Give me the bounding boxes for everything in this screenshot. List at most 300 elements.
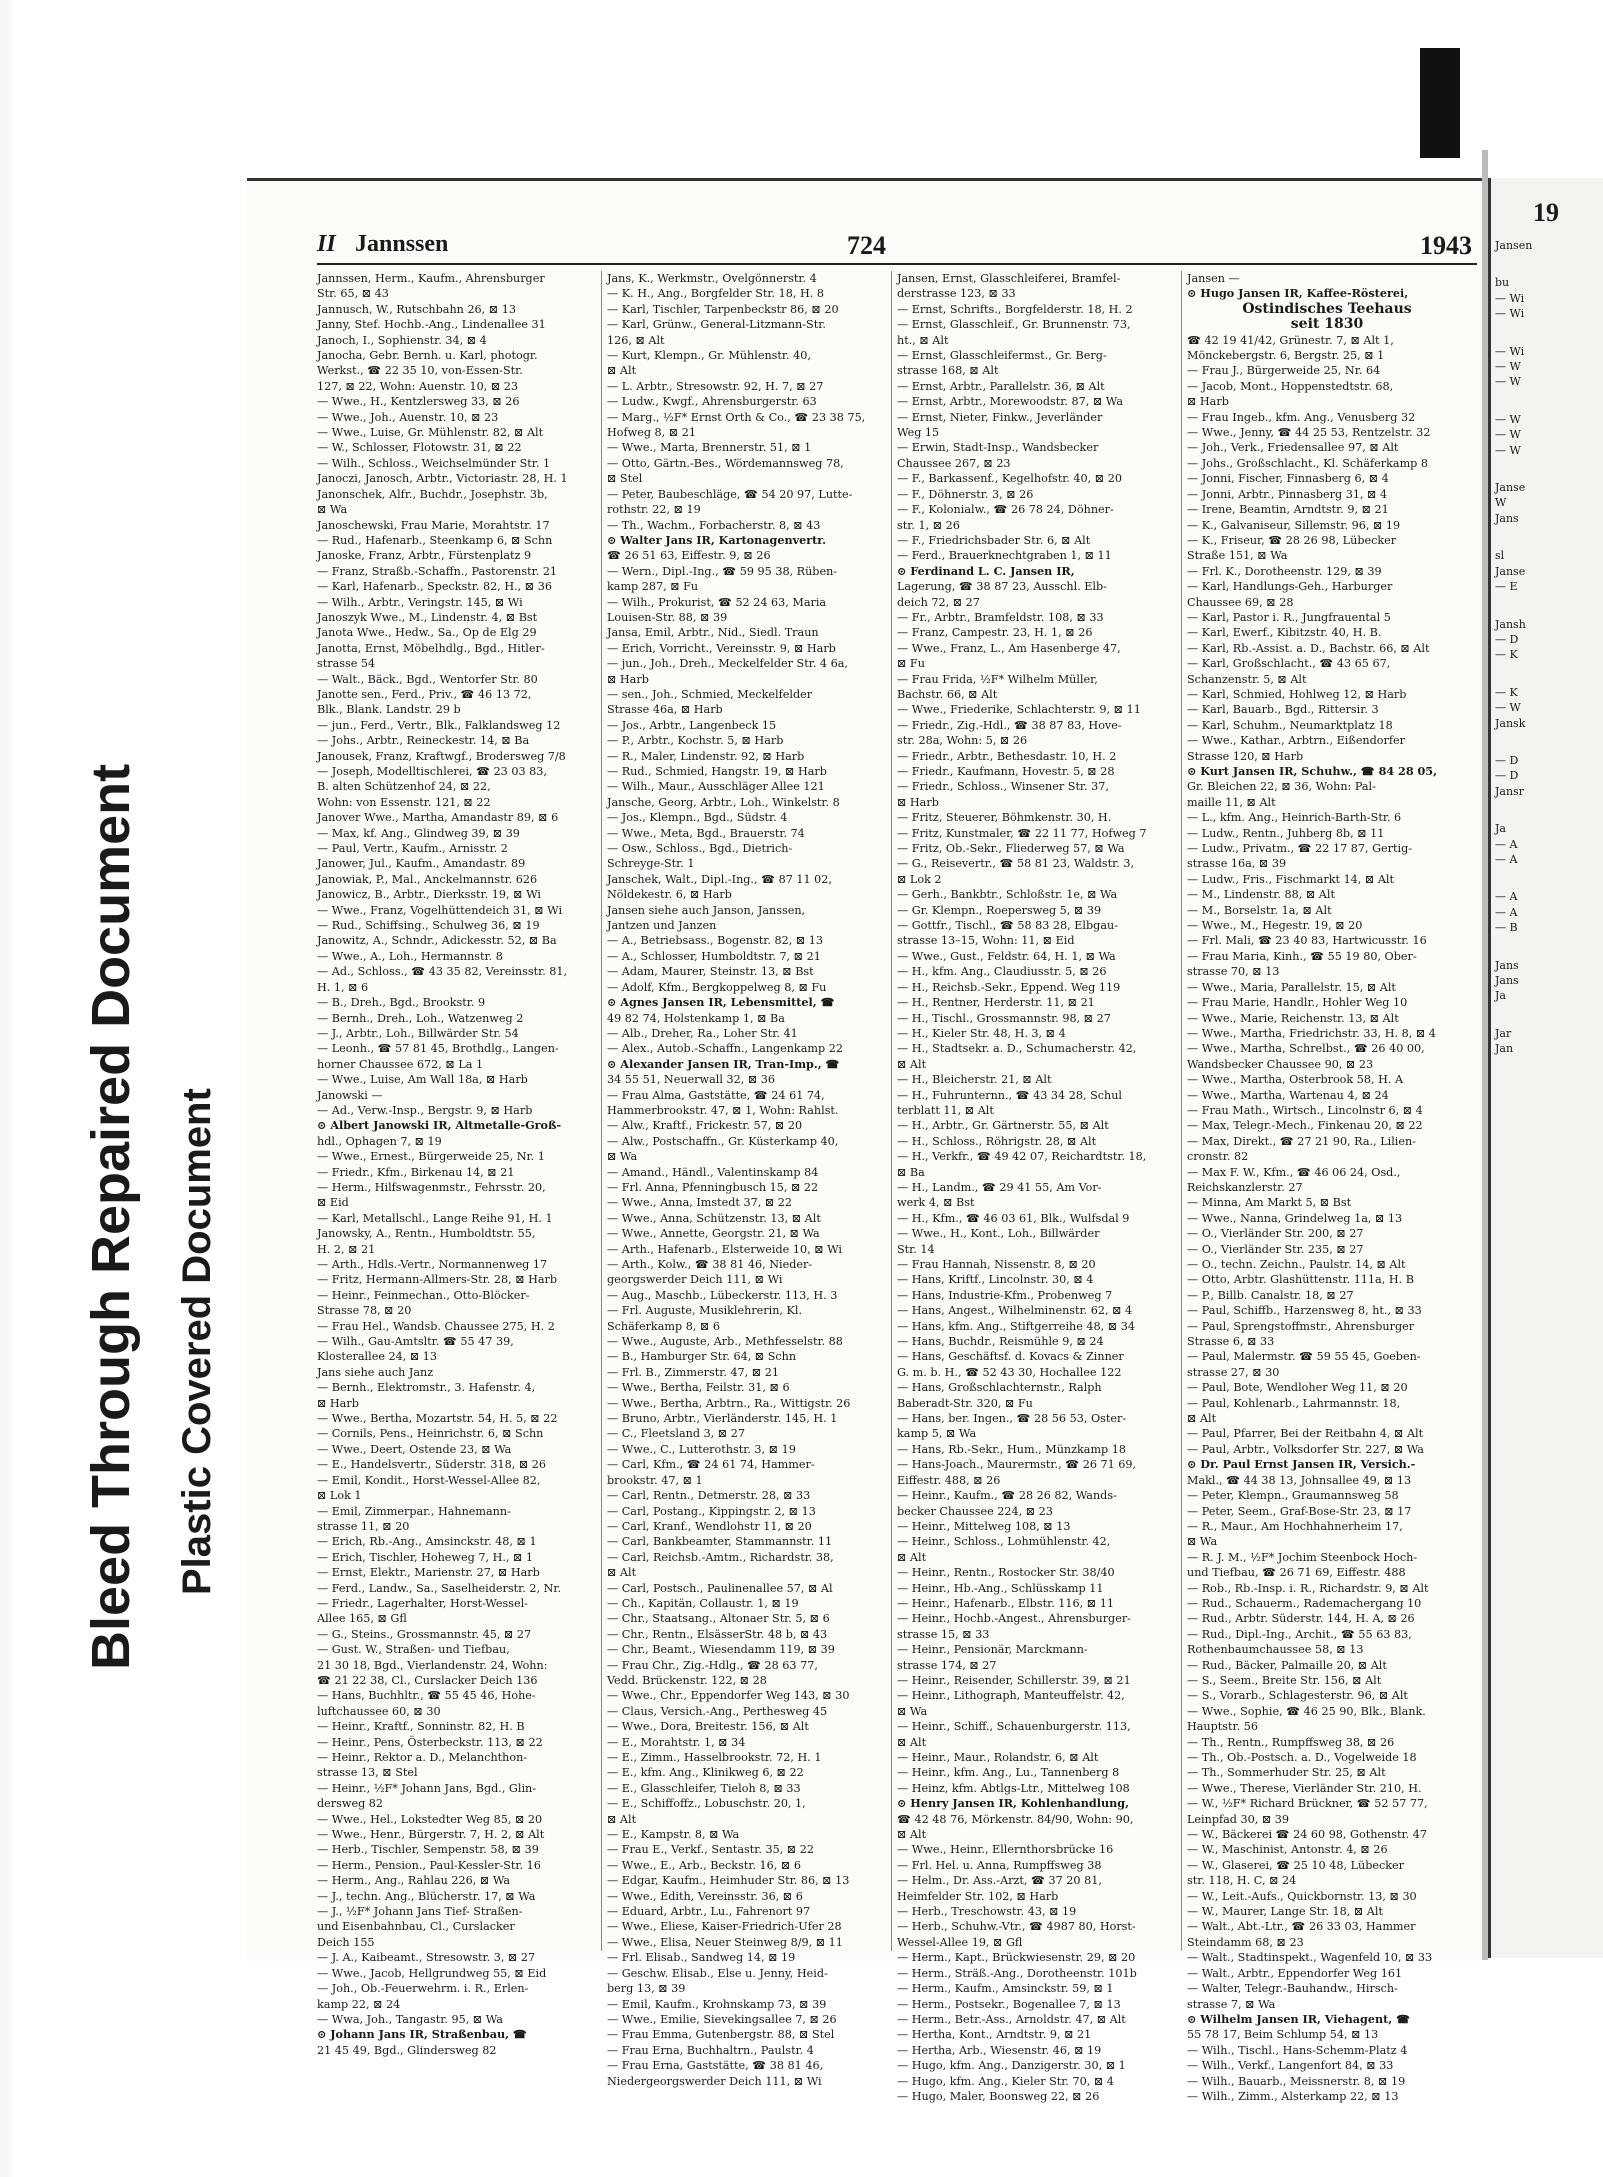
directory-entry: — Joh., Ob.-Feuerwehrm. i. R., Erlen- [317,1982,529,1996]
directory-entry: — L. Arbtr., Stresowstr. 92, H. 7, ⊠ 27 [607,379,824,393]
directory-entry: — Bruno, Arbtr., Vierländerstr. 145, H. 1 [607,1412,838,1426]
directory-entry: — Arth., Kolw., ☎ 38 81 46, Nieder- [607,1258,813,1271]
directory-entry: luftchaussee 60, ⊠ 30 [317,1704,441,1718]
adjacent-line: — A [1495,852,1518,866]
directory-entry: Niedergeorgswerder Deich 111, ⊠ Wi [607,2074,822,2088]
directory-entry: — R., Maler, Lindenstr. 92, ⊠ Harb [607,749,805,763]
directory-entry: ⊠ Harb [607,672,649,686]
directory-entry: — Jacob, Mont., Hoppenstedtstr. 68, [1187,379,1394,393]
directory-entry: — Herm., Sträß.-Ang., Dorotheenstr. 101b [897,1966,1137,1980]
adjacent-line: — B [1495,921,1518,935]
directory-entry: — O., techn. Zeichn., Paulstr. 14, ⊠ Alt [1187,1258,1406,1271]
adjacent-line: — Wi [1495,291,1525,305]
directory-entry: ⊙ Alexander Jansen IR, Tran-Imp., ☎ [607,1056,840,1071]
directory-entry: ⊠ Harb [1187,395,1229,409]
directory-entry: ⊙ Johann Jans IR, Straßenbau, ☎ [317,2027,527,2042]
directory-entry: — E., Schiffoffz., Lobuschstr. 20, 1, [607,1797,806,1811]
directory-entry: Allee 165, ⊠ Gfl [317,1612,407,1626]
directory-entry: — H., Kfm., ☎ 46 03 61, Blk., Wulfsdal 9 [897,1211,1130,1225]
directory-entry: — Frau Erna, Buchhaltrn., Paulstr. 4 [607,2043,814,2057]
directory-entry: ⊙ Ferdinand L. C. Jansen IR, [897,563,1075,578]
directory-entry: — Rud., Arbtr. Süderstr. 144, H. A, ⊠ 26 [1187,1612,1415,1626]
directory-entry: — Wwe., Joh., Auenstr. 10, ⊠ 23 [317,410,499,424]
directory-entry: — Wwe., Franz, L., Am Hasenberge 47, [897,641,1121,655]
directory-entry: — Frau J., Bürgerweide 25, Nr. 64 [1187,364,1381,378]
directory-entry: — Frl. Mali, ☎ 23 40 83, Hartwicusstr. 16 [1187,934,1427,948]
directory-entry: — Hans, Buchdr., Reismühle 9, ⊠ 24 [897,1335,1104,1349]
directory-entry: — Ernst, Glasschleif., Gr. Brunnenstr. 73, [897,318,1131,332]
directory-entry: Heimfelder Str. 102, ⊠ Harb [897,1889,1059,1903]
directory-entry: 55 78 17, Beim Schlump 54, ⊠ 13 [1187,2028,1379,2042]
directory-entry: — Wwe., Kathar., Arbtrn., Eißendorfer [1187,734,1405,748]
directory-entry: ⊙ Kurt Jansen IR, Schuhw., ☎ 84 28 05, [1187,764,1437,778]
adjacent-line: Jansk [1495,716,1526,730]
directory-entry: — Carl, Rentn., Detmerstr. 28, ⊠ 33 [607,1489,811,1503]
directory-entry: — Paul, Sprengstoffmstr., Ahrensburger [1187,1319,1415,1333]
directory-entry: — Ludw., Rentn., Juhberg 8b, ⊠ 11 [1187,826,1385,840]
directory-entry: — Karl, Grünw., General-Litzmann-Str. [607,318,826,332]
directory-entry: — H., Bleicherstr. 21, ⊠ Alt [897,1073,1052,1087]
directory-entry: — Fritz, Steuerer, Böhmkenstr. 30, H. [897,811,1112,825]
adjacent-line: — D [1495,769,1519,783]
directory-entry: — Rob., Rb.-Insp. i. R., Richardstr. 9, ⊠ Alt [1187,1581,1429,1595]
directory-entry: — Rud., Schiffsing., Schulweg 36, ⊠ 19 [317,919,540,933]
directory-entry: — Wwe., Bertha, Feilstr. 31, ⊠ 6 [607,1381,790,1395]
adjacent-line: Jansh [1495,617,1526,631]
directory-entry: — S., Seem., Breite Str. 156, ⊠ Alt [1187,1673,1382,1687]
directory-entry: — Heinr., Hb.-Ang., Schlüsskamp 11 [897,1581,1104,1595]
directory-entry: — C., Fleetsland 3, ⊠ 27 [607,1427,745,1441]
directory-entry: Janotta, Ernst, Möbelhdlg., Bgd., Hitler- [317,641,545,655]
directory-entry: — Heinr., Rektor a. D., Melanchthon- [317,1751,528,1764]
directory-entry: — Hans, Großschlachternstr., Ralph [897,1381,1102,1395]
directory-entry: — Frl. K., Dorotheenstr. 129, ⊠ 39 [1187,564,1382,578]
directory-entry: kamp 22, ⊠ 24 [317,1997,401,2011]
directory-entry: Janocha, Gebr. Bernh. u. Karl, photogr. [317,349,538,363]
directory-entry: ⊠ Wa [317,503,348,517]
directory-entry: — Wilh., Verkf., Langenfort 84, ⊠ 33 [1187,2059,1394,2073]
directory-entry: — Hertha, Kont., Arndtstr. 9, ⊠ 21 [897,2028,1092,2042]
directory-entry: — Carl, Kranf., Wendlohstr 11, ⊠ 20 [607,1519,812,1533]
directory-entry: — Johs., Arbtr., Reineckestr. 14, ⊠ Ba [317,734,530,748]
directory-entry: Reichskanzlerstr. 27 [1187,1180,1303,1194]
directory-entry: — jun., Ferd., Vertr., Blk., Falklandsweg 12 [317,718,561,732]
directory-entry: becker Chaussee 224, ⊠ 23 [897,1504,1053,1518]
directory-entry: — Wwe., Gust., Feldstr. 64, H. 1, ⊠ Wa [897,949,1116,963]
directory-entry: — Heinr., Reisender, Schillerstr. 39, ⊠ 21 [897,1673,1131,1687]
directory-entry: — Jos., Klempn., Bgd., Südstr. 4 [607,811,788,825]
directory-entry: — Rud., Schmied, Hangstr. 19, ⊠ Harb [607,765,827,778]
directory-entry: — Wwe., H., Kentzlersweg 33, ⊠ 26 [317,395,520,409]
directory-entry: — Carl, Bankbeamter, Stammannstr. 11 [607,1535,833,1549]
adjacent-line: — K [1495,685,1518,699]
adjacent-year: 19 [1533,198,1559,227]
column-4 [1187,271,1467,2103]
directory-entry: — G., Reisevertr., ☎ 58 81 23, Waldstr. 3, [897,857,1135,871]
directory-entry: — Wwe., Marie, Reichenstr. 13, ⊠ Alt [1187,1011,1399,1025]
directory-entry: — Geschw. Elisab., Else u. Jenny, Heid- [607,1966,828,1980]
directory-entry: — Wwe., Eliese, Kaiser-Friedrich-Ufer 28 [607,1920,842,1934]
directory-entry: — Friedr., Kfm., Birkenau 14, ⊠ 21 [317,1165,515,1179]
directory-entry: — F., Kolonialw., ☎ 26 78 24, Döhner- [897,503,1114,517]
directory-entry: — Minna, Am Markt 5, ⊠ Bst [1187,1196,1352,1210]
directory-entry: — Karl, Tischler, Tarpenbeckstr 86, ⊠ 20 [607,302,839,316]
directory-entry: str. 118, H. C, ⊠ 24 [1187,1874,1297,1888]
directory-entry: Chaussee 267, ⊠ 23 [897,456,1011,470]
directory-entry: — sen., Joh., Schmied, Meckelfelder [607,687,813,701]
directory-entry: — Erich, Rb.-Ang., Amsinckstr. 48, ⊠ 1 [317,1535,537,1549]
directory-entry: — Heinr., Hafenarb., Elbstr. 116, ⊠ 11 [897,1596,1114,1610]
directory-entry: Jansa, Emil, Arbtr., Nid., Siedl. Traun [607,626,819,640]
directory-entry: — Erich, Tischler, Hoheweg 7, H., ⊠ 1 [317,1550,534,1564]
scan-edge [0,0,12,2177]
directory-entry: — Aug., Maschb., Lübeckerstr. 113, H. 3 [607,1288,838,1302]
directory-entry: — J., ½F* Johann Jans Tief- Straßen- [317,1905,523,1919]
directory-entry: strasse 168, ⊠ Alt [897,364,999,378]
directory-entry: — Herm., Kapt., Brückwiesenstr. 29, ⊠ 20 [897,1951,1136,1965]
directory-entry: seit 1830 [1290,316,1364,333]
directory-entry: ⊙ Albert Janowski IR, Altmetalle-Groß- [317,1118,562,1133]
directory-entry: Makl., ☎ 44 38 13, Johnsallee 49, ⊠ 13 [1187,1473,1412,1487]
directory-entry: — Wwe., Jenny, ☎ 44 25 53, Rentzelstr. 32 [1187,426,1431,440]
directory-entry: — Wwe., Heinr., Ellernthorsbrücke 16 [897,1843,1114,1857]
directory-entry: ☎ 42 48 76, Mörkenstr. 84/90, Wohn: 90, [897,1812,1134,1826]
directory-entry: — W., Bäckerei ☎ 24 60 98, Gothenstr. 47 [1187,1828,1427,1842]
year: 1943 [1420,231,1472,260]
directory-entry: Jansen, Ernst, Glasschleiferei, Bramfel- [897,272,1121,285]
directory-entry: strasse 13, ⊠ Stel [317,1766,418,1780]
directory-entry: — Friedr., Kaufmann, Hovestr. 5, ⊠ 28 [897,765,1115,778]
directory-entry: — Frl. Anna, Pfenningbusch 15, ⊠ 22 [607,1180,819,1194]
directory-entry: dersweg 82 [317,1797,384,1811]
directory-entry: — Heinr., Lithograph, Manteuffelstr. 42, [897,1689,1125,1703]
stamp-line-1: Bleed Through Repaired Document [81,763,141,1670]
directory-entry: — Karl, Rb.-Assist. a. D., Bachstr. 66, ⊠ Alt [1187,641,1430,655]
directory-entry: — Frl. B., Zimmerstr. 47, ⊠ 21 [607,1365,779,1379]
directory-entry: ⊠ Lok 1 [317,1489,362,1503]
directory-entry: — Wwe., Henr., Bürgerstr. 7, H. 2, ⊠ Alt [317,1828,545,1842]
directory-entry: — Wwe., Annette, Georgstr. 21, ⊠ Wa [607,1227,820,1241]
directory-entry: — Erwin, Stadt-Insp., Wandsbecker [897,441,1099,455]
adjacent-line: Jansen [1495,239,1533,252]
directory-entry: — Hans, Angest., Wilhelminenstr. 62, ⊠ 4 [897,1304,1133,1318]
directory-entry: — Frl. Auguste, Musiklehrerin, Kl. [607,1304,803,1318]
directory-entry: ⊠ Alt [607,1812,637,1826]
directory-entry: — Wwe., Luise, Gr. Mühlenstr. 82, ⊠ Alt [317,426,544,440]
directory-entry: — J., Arbtr., Loh., Billwärder Str. 54 [317,1026,519,1040]
directory-entry: — Walt., Arbtr., Eppendorfer Weg 161 [1187,1966,1403,1980]
adjacent-line: Ja [1495,822,1506,836]
directory-entry: kamp 287, ⊠ Fu [607,580,699,594]
adjacent-line: — A [1495,837,1518,851]
directory-entry: — Wwe., Emilie, Sievekingsallee 7, ⊠ 26 [607,2012,837,2026]
adjacent-line: Jan [1495,1042,1514,1056]
directory-entry: 49 82 74, Holstenkamp 1, ⊠ Ba [607,1011,785,1025]
directory-entry: — Otto, Gärtn.-Bes., Wördemannsweg 78, [607,456,844,470]
directory-entry: ⊠ Eid [317,1196,349,1210]
directory-entry: Jansen — [1187,272,1240,285]
adjacent-line: Jans [1495,974,1519,987]
directory-entry: — Friedr., Zig.-Hdl., ☎ 38 87 83, Hove- [897,718,1122,732]
directory-entry: — Herb., Treschowstr. 43, ⊠ 19 [897,1905,1077,1919]
directory-entry: — Wwe., Martha, Osterbrook 58, H. A [1187,1073,1404,1087]
directory-entry: — Arth., Hdls.-Vertr., Normannenweg 17 [317,1258,548,1271]
directory-entry: — Wilh., Maur., Ausschläger Allee 121 [607,780,825,794]
directory-entry: strasse 174, ⊠ 27 [897,1658,997,1672]
column-1 [317,271,597,2057]
directory-entry: Janoschewski, Frau Marie, Morahtstr. 17 [317,518,550,532]
adjacent-line: — E [1495,580,1518,594]
directory-entry: — Alex., Autob.-Schaffn., Langenkamp 22 [607,1042,843,1056]
directory-entry: — Rud., Dipl.-Ing., Archit., ☎ 55 63 83, [1187,1627,1412,1641]
directory-entry: — Ernst, Arbtr., Parallelstr. 36, ⊠ Alt [897,379,1105,393]
adjacent-line: Janse [1495,481,1526,495]
directory-entry: — Gust. W., Straßen- und Tiefbau, [317,1643,510,1657]
directory-entry: — H., Tischl., Grossmannstr. 98, ⊠ 27 [897,1011,1111,1025]
directory-entry: Janschek, Walt., Dipl.-Ing., ☎ 87 11 02, [607,872,832,886]
directory-entry: und Tiefbau, ☎ 26 71 69, Eiffestr. 488 [1187,1566,1406,1580]
column-rule [1181,271,1182,1951]
directory-entry: — Eduard, Arbtr., Lu., Fahrenort 97 [607,1905,811,1919]
adjacent-line: — W [1495,412,1521,426]
directory-entry: — B., Dreh., Bgd., Brookstr. 9 [317,996,486,1010]
directory-entry: ⊠ Wa [897,1704,928,1718]
directory-entry: — Wwe., E., Arb., Beckstr. 16, ⊠ 6 [607,1858,801,1872]
directory-entry: — H., Kieler Str. 48, H. 3, ⊠ 4 [897,1026,1066,1040]
directory-entry: — P., Arbtr., Kochstr. 5, ⊠ Harb [607,734,784,748]
directory-entry: Janny, Stef. Hochb.-Ang., Lindenallee 31 [317,318,546,332]
directory-entry: — M., Borselstr. 1a, ⊠ Alt [1187,903,1332,917]
directory-entry: — W., Glaserei, ☎ 25 10 48, Lübecker [1187,1858,1405,1872]
directory-entry: — Th., Sommerhuder Str. 25, ⊠ Alt [1187,1766,1386,1780]
directory-entry: — Wwe., Sophie, ☎ 46 25 90, Blk., Blank. [1187,1704,1426,1718]
directory-entry: — Ferd., Brauerknechtgraben 1, ⊠ 11 [897,549,1112,563]
directory-entry: — E., Kampstr. 8, ⊠ Wa [607,1828,740,1842]
directory-entry: — Hans, kfm. Ang., Stiftgerreihe 48, ⊠ 34 [897,1319,1135,1333]
directory-entry: — Claus, Versich.-Ang., Perthesweg 45 [607,1704,828,1718]
directory-entry: — Wwe., Meta, Bgd., Brauerstr. 74 [607,826,805,840]
directory-entry: — H., Schloss., Röhrigstr. 28, ⊠ Alt [897,1134,1097,1148]
directory-entry: — Wwe., Therese, Vierländer Str. 210, H. [1187,1781,1422,1795]
directory-entry: strasse 7, ⊠ Wa [1187,1997,1276,2011]
directory-entry: Strasse 120, ⊠ Harb [1187,749,1304,763]
running-head: Jannssen [355,231,449,257]
adjacent-line: Ja [1495,989,1506,1003]
directory-entry: Jannusch, W., Rutschbahn 26, ⊠ 13 [317,302,516,316]
directory-entry: H. 2, ⊠ 21 [317,1242,376,1256]
directory-entry: ⊙ Dr. Paul Ernst Jansen IR, Versich.- [1187,1457,1416,1472]
directory-entry: ⊠ Wa [1187,1535,1218,1549]
directory-entry: deich 72, ⊠ 27 [897,595,980,609]
directory-entry: — Paul, Pfarrer, Bei der Reitbahn 4, ⊠ Alt [1187,1427,1424,1441]
directory-entry: — H., kfm. Ang., Claudiusstr. 5, ⊠ 26 [897,965,1107,979]
directory-entry: ⊠ Alt [607,1566,637,1580]
adjacent-line: — W [1495,701,1521,715]
directory-entry: — R., Maur., Am Hochhahnerheim 17, [1187,1519,1403,1533]
adjacent-line: — Wi [1495,307,1525,321]
directory-entry: Klosterallee 24, ⊠ 13 [317,1350,438,1364]
directory-entry: — Ernst, Schrifts., Borgfelderstr. 18, H. 2 [897,302,1133,316]
adjacent-line: — W [1495,443,1521,457]
directory-entry: — Jonni, Arbtr., Pinnasberg 31, ⊠ 4 [1187,487,1388,501]
directory-entry: Janower, Jul., Kaufm., Amandastr. 89 [317,857,526,871]
directory-entry: ⊠ Ba [897,1165,925,1179]
directory-entry: Jans siehe auch Janz [317,1365,434,1379]
directory-entry: — A., Schlosser, Humboldtstr. 7, ⊠ 21 [607,949,821,963]
directory-entry: — Herm., Kaufm., Amsinckstr. 59, ⊠ 1 [897,1982,1114,1996]
directory-entry: 127, ⊠ 22, Wohn: Auenstr. 10, ⊠ 23 [317,379,519,393]
directory-entry: — Walt., Abt.-Ltr., ☎ 26 33 03, Hammer [1187,1920,1416,1934]
directory-entry: — Gr. Klempn., Roepersweg 5, ⊠ 39 [897,903,1102,917]
directory-entry: Baberadt-Str. 320, ⊠ Fu [897,1396,1033,1410]
directory-entry: — Wilh., Schloss., Weichselmünder Str. 1 [317,456,551,470]
directory-entry: — Wilh., Prokurist, ☎ 52 24 63, Maria [607,595,827,609]
directory-entry: kamp 5, ⊠ Wa [897,1427,977,1441]
adjacent-page-lines [1495,238,1600,1057]
directory-entry: Ostindisches Teehaus [1242,300,1412,317]
directory-entry: — Herm., Pension., Paul-Kessler-Str. 16 [317,1858,541,1872]
section-number: II [317,231,336,257]
directory-entry: — Rud., Bäcker, Palmaille 20, ⊠ Alt [1187,1658,1387,1672]
directory-entry: ⊠ Alt [1187,1412,1217,1426]
directory-entry: — Edgar, Kaufm., Heimhuder Str. 86, ⊠ 13 [607,1874,850,1888]
directory-entry: — Frl. Elisab., Sandweg 14, ⊠ 19 [607,1951,796,1965]
directory-entry: — Herm., Betr.-Ass., Arnoldstr. 47, ⊠ Alt [897,2012,1126,2026]
directory-entry: — Otto, Arbtr. Glashüttenstr. 111a, H. B [1187,1273,1414,1287]
directory-entry: — Walt., Stadtinspekt., Wagenfeld 10, ⊠ 33 [1187,1951,1433,1965]
directory-entry: — Hertha, Arb., Wiesenstr. 46, ⊠ 19 [897,2043,1102,2057]
directory-entry: Janota Wwe., Hedw., Sa., Op de Elg 29 [317,626,537,640]
directory-entry: — O., Vierländer Str. 200, ⊠ 27 [1187,1227,1364,1241]
scan-stamp [40,520,240,1670]
directory-entry: — Hans, Rb.-Sekr., Hum., Münzkamp 18 [897,1442,1127,1456]
directory-entry: — W., Schlosser, Flotowstr. 31, ⊠ 22 [317,441,522,455]
directory-entry: — Wern., Dipl.-Ing., ☎ 59 95 38, Rüben- [607,564,838,578]
directory-entry: — Herb., Tischler, Sempenstr. 58, ⊠ 39 [317,1843,539,1857]
directory-entry: Jansche, Georg, Arbtr., Loh., Winkelstr. 8 [607,795,840,809]
directory-entry: — Karl, Großschlacht., ☎ 43 65 67, [1187,657,1391,671]
directory-entry: — Wwe., Hel., Lokstedter Weg 85, ⊠ 20 [317,1812,543,1826]
directory-entry: georgswerder Deich 111, ⊠ Wi [607,1273,783,1287]
directory-entry: G. m. b. H., ☎ 52 43 30, Hochallee 122 [897,1365,1122,1379]
directory-entry: — Wwe., Deert, Ostende 23, ⊠ Wa [317,1442,512,1456]
directory-entry: — Irene, Beamtin, Arndtstr. 9, ⊠ 21 [1187,503,1389,517]
directory-entry: — Heinz, kfm. Abtlgs-Ltr., Mittelweg 108 [897,1781,1130,1795]
directory-entry: — Heinr., Schiff., Schauenburgerstr. 113, [897,1720,1131,1734]
directory-entry: Rothenbaumchaussee 58, ⊠ 13 [1187,1643,1364,1657]
directory-entry: — Osw., Schloss., Bgd., Dietrich- [607,842,793,856]
directory-entry: — P., Billb. Canalstr. 18, ⊠ 27 [1187,1288,1354,1302]
directory-entry: — Alw., Kraftf., Frickestr. 57, ⊠ 20 [607,1119,803,1133]
directory-entry: — H., Verkfr., ☎ 49 42 07, Reichardtstr. 18, [897,1150,1147,1164]
directory-entry: — Hans, Geschäftsf. d. Kovacs & Zinner [897,1350,1124,1364]
directory-entry: — O., Vierländer Str. 235, ⊠ 27 [1187,1242,1364,1256]
directory-entry: — Marg., ½F* Ernst Orth & Co., ☎ 23 38 75, [607,410,866,424]
directory-entry: — Alb., Dreher, Ra., Loher Str. 41 [607,1026,798,1040]
directory-entry: — Wwe., Chr., Eppendorfer Weg 143, ⊠ 30 [607,1689,850,1703]
directory-entry: — Wwe., Maria, Parallelstr. 15, ⊠ Alt [1187,980,1396,994]
directory-entry: terblatt 11, ⊠ Alt [897,1103,994,1117]
directory-entry: Schäferkamp 8, ⊠ 6 [607,1319,720,1333]
directory-entry: — H., Landm., ☎ 29 41 55, Am Vor- [897,1180,1102,1194]
directory-entry: — Ferd., Landw., Sa., Saselheiderstr. 2, Nr. [317,1581,562,1595]
directory-entry: Weg 15 [897,426,940,440]
directory-entry: ⊙ Hugo Jansen IR, Kaffee-Rösterei, [1187,286,1409,301]
directory-entry: 21 45 49, Bgd., Glindersweg 82 [317,2043,497,2057]
directory-entry: — R. J. M., ½F* Jochim Steenbock Hoch- [1187,1550,1418,1564]
directory-entry: — Ludw., Fris., Fischmarkt 14, ⊠ Alt [1187,872,1394,886]
directory-entry: Janowsky, A., Rentn., Humboldtstr. 55, [317,1227,536,1241]
directory-entry: — J., techn. Ang., Blücherstr. 17, ⊠ Wa [317,1889,536,1903]
directory-entry: Wohn: von Essenstr. 121, ⊠ 22 [317,795,491,809]
directory-entry: — Helm., Dr. Ass.-Arzt, ☎ 37 20 81, [897,1874,1102,1888]
adjacent-line: — A [1495,890,1518,904]
directory-entry: und Eisenbahnbau, Cl., Curslacker [317,1920,515,1934]
directory-entry: ⊠ Fu [897,657,925,671]
directory-entry: — Heinr., Kaufm., ☎ 28 26 82, Wands- [897,1489,1117,1503]
directory-entry: — Heinr., Maur., Rolandstr. 6, ⊠ Alt [897,1751,1099,1764]
directory-entry: — Heinr., Pensionär, Marckmann- [897,1643,1088,1657]
adjacent-line: — K [1495,648,1518,662]
adjacent-line: Jans [1495,511,1519,525]
directory-entry: rothstr. 22, ⊠ 19 [607,503,701,517]
directory-entry: — E., Handelsvertr., Süderstr. 318, ⊠ 26 [317,1458,546,1472]
directory-entry: — Wwe., Nanna, Grindelweg 1a, ⊠ 13 [1187,1211,1403,1225]
page-number: 724 [847,231,886,260]
directory-entry: brookstr. 47, ⊠ 1 [607,1473,703,1487]
directory-entry: — Emil, Zimmerpar., Hahnemann- [317,1504,511,1518]
directory-entry: Strasse 46a, ⊠ Harb [607,703,723,717]
directory-entry: — H., Fuhrunternn., ☎ 43 34 28, Schul [897,1088,1122,1102]
directory-entry: Jantzen und Janzen [607,919,717,933]
directory-entry: — Frau E., Verkf., Sentastr. 35, ⊠ 22 [607,1843,814,1857]
directory-entry: — E., Glasschleifer, Tieloh 8, ⊠ 33 [607,1781,801,1795]
directory-entry: Jansen siehe auch Janson, Janssen, [607,903,806,917]
directory-entry: — Heinr., Schloss., Lohmühlenstr. 42, [897,1535,1111,1549]
directory-entry: — Frau Frida, ½F* Wilhelm Müller, [897,672,1098,686]
adjacent-line: sl [1495,549,1505,563]
directory-entry: — W., ½F* Richard Brückner, ☎ 52 57 77, [1187,1797,1428,1811]
directory-entry: Str. 65, ⊠ 43 [317,287,389,301]
directory-entry: — Carl, Postang., Kippingstr. 2, ⊠ 13 [607,1504,816,1518]
directory-entry: — Emil, Kaufm., Krohnskamp 73, ⊠ 39 [607,1997,827,2011]
directory-entry: — Wwe., Elisa, Neuer Steinweg 8/9, ⊠ 11 [607,1935,843,1949]
directory-entry: — Peter, Baubeschläge, ☎ 54 20 97, Lutte- [607,487,853,501]
directory-entry: — Herm., Postsekr., Bogenallee 7, ⊠ 13 [897,1997,1121,2011]
directory-entry: — Wwa, Joh., Tangastr. 95, ⊠ Wa [317,2012,503,2026]
directory-entry: Wandsbecker Chaussee 90, ⊠ 23 [1187,1057,1374,1071]
directory-entry: — Paul, Malermstr. ☎ 59 55 45, Goeben- [1187,1350,1421,1364]
directory-entry: — Hugo, kfm. Ang., Danzigerstr. 30, ⊠ 1 [897,2059,1126,2073]
directory-entry: berg 13, ⊠ 39 [607,1982,686,1996]
directory-entry: — H., Stadtsekr. a. D., Schumacherstr. 42, [897,1042,1137,1056]
directory-entry: — Fr., Arbtr., Bramfeldstr. 108, ⊠ 33 [897,610,1104,624]
directory-entry: ⊠ Harb [897,795,939,809]
directory-entry: ⊙ Walter Jans IR, Kartonagenvertr. [607,532,827,547]
directory-entry: — Paul, Vertr., Kaufm., Arnisstr. 2 [317,842,508,856]
directory-entry: — W., Maurer, Lange Str. 18, ⊠ Alt [1187,1905,1383,1919]
directory-entry: — Hans, Buchhltr., ☎ 55 45 46, Hohe- [317,1689,536,1703]
directory-entry: ⊙ Agnes Jansen IR, Lebensmittel, ☎ [607,995,835,1010]
directory-entry: — Max F. W., Kfm., ☎ 46 06 24, Osd., [1187,1165,1401,1179]
directory-entry: — Walt., Bäck., Bgd., Wentorfer Str. 80 [317,672,538,686]
directory-entry: — L., kfm. Ang., Heinrich-Barth-Str. 6 [1187,811,1402,825]
directory-entry: ⊠ Harb [317,1396,359,1410]
directory-entry: derstrasse 123, ⊠ 33 [897,287,1016,301]
directory-entry: Schreyge-Str. 1 [607,857,695,871]
directory-entry: strasse 16a, ⊠ 39 [1187,857,1287,871]
directory-entry: Str. 14 [897,1242,935,1256]
